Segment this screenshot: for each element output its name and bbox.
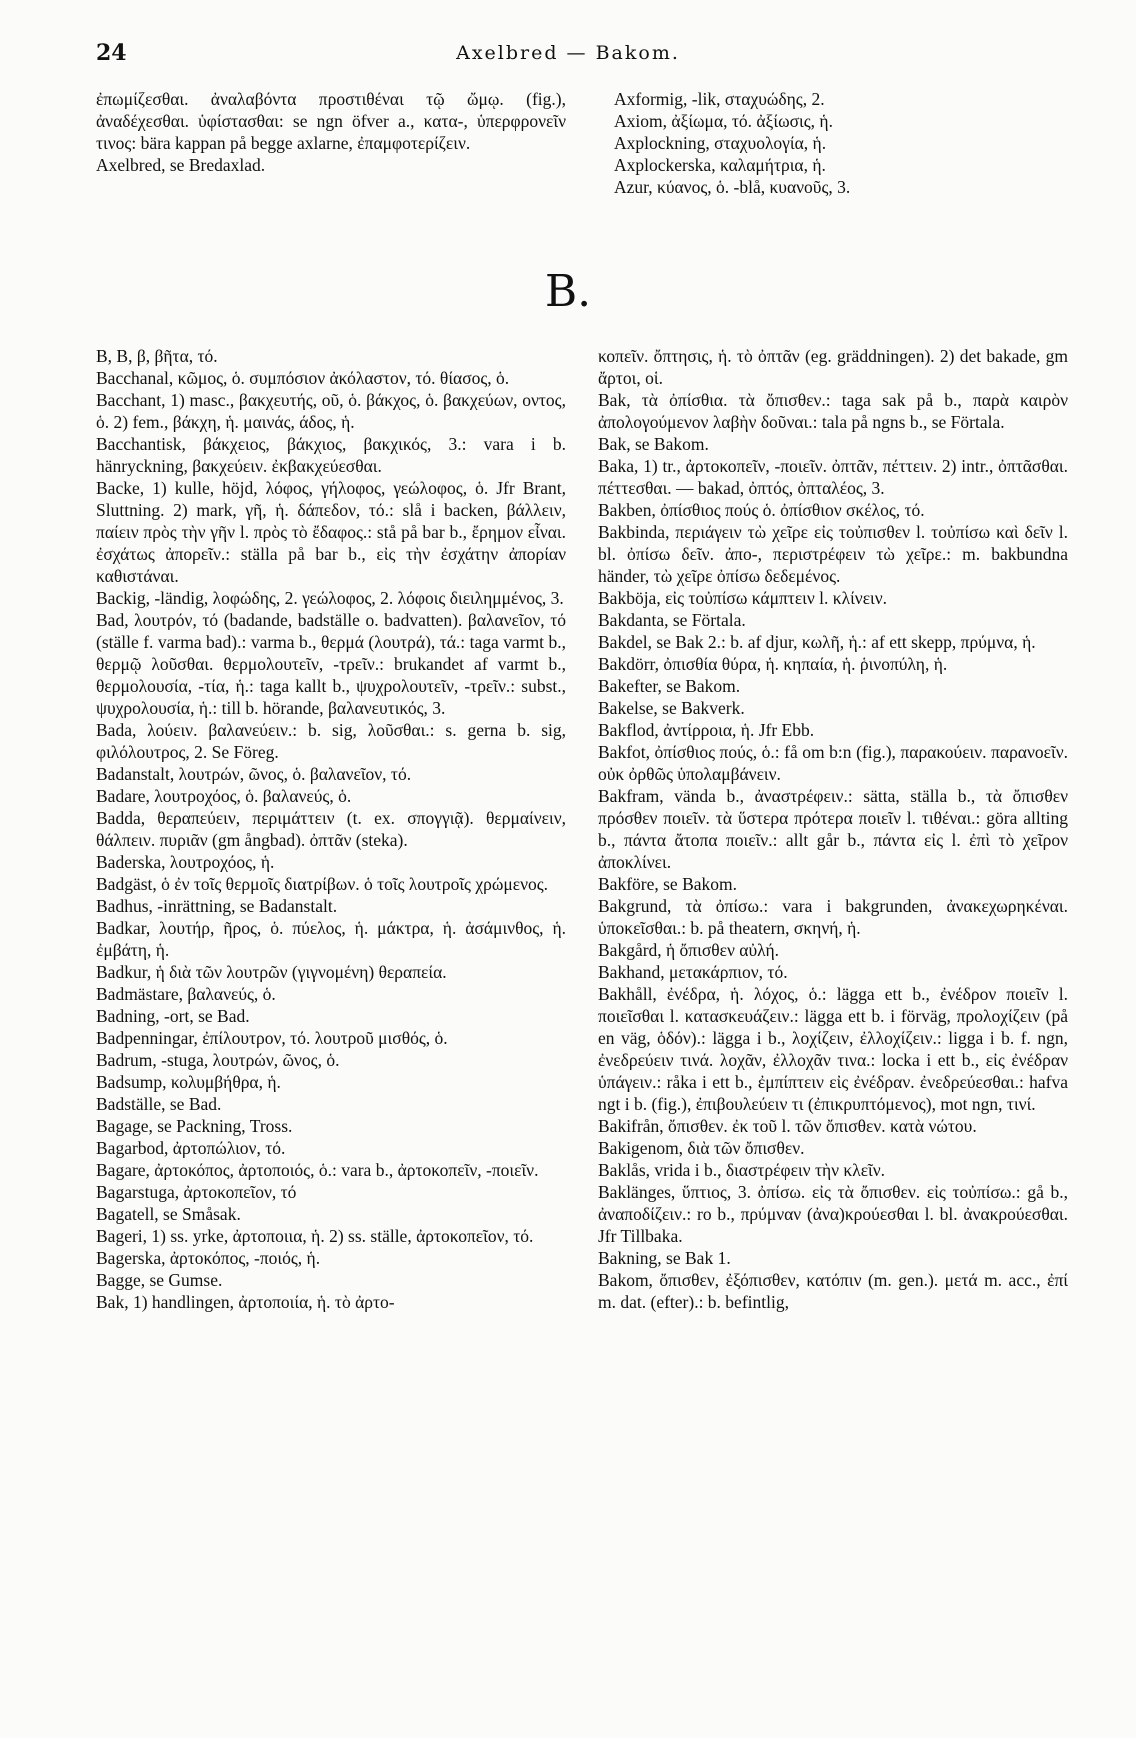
entry: Bakben, ὀπίσθιος πούς ὁ. ὀπίσθιον σκέλος, τό. — [598, 500, 925, 520]
entry: Bakfram, vända b., ἀναστρέφειν.: sätta, ställa b., τὰ ὄπισθεν πρόσθεν ποιεῖν. τὰ ὕστερα πρότερα ποιεῖν l. τιθέναι.: göra allting b., πάντα ἄτοπα ποιεῖν.: allt går b., πάντα εἰς l. ἐπὶ τὸ χεῖρον ἀποκλίνει. — [598, 786, 1068, 872]
entry: Baderska, λουτροχόος, ἡ. — [96, 852, 275, 872]
entry: Bacchant, 1) masc., βακχευτής, οῦ, ὁ. βάκχος, ὁ. βακχεύων, οντος, ὁ. 2) fem., βάκχη, ἡ. μαινάς, άδος, ἡ. — [96, 390, 566, 432]
entry: Bakifrån, ὄπισθεν. ἐκ τοῦ l. τῶν ὄπισθεν. κατὰ νώτου. — [598, 1116, 977, 1136]
entry: Axplockerska, καλαμήτρια, ἡ. — [614, 155, 826, 175]
entry: Bak, se Bakom. — [598, 434, 709, 454]
entry: Bagare, ἀρτοκόπος, ἀρτοποιός, ὁ.: vara b., ἀρτοκοπεῖν, -ποιεῖν. — [96, 1160, 539, 1180]
entry: Badställe, se Bad. — [96, 1094, 222, 1114]
entry: Bakfot, ὀπίσθιος πούς, ὁ.: få om b:n (fig.), παρακούειν. παρανοεῖν. οὐκ ὀρθῶς ὑπολαμβάνειν. — [598, 742, 1068, 784]
right-column — [598, 345, 1068, 1313]
entry: Bakdel, se Bak 2.: b. af djur, κωλῆ, ἡ.: af ett skepp, πρύμνα, ἡ. — [598, 632, 1036, 652]
entry: Baka, 1) tr., ἀρτοκοπεῖν, -ποιεῖν. ὀπτᾶν, πέττειν. 2) intr., ὀπτᾶσθαι. πέττεσθαι. — bakad, ὀπτός, ὀπταλέος, 3. — [598, 456, 1068, 498]
entry: Bagatell, se Småsak. — [96, 1204, 241, 1224]
entry: Backe, 1) kulle, höjd, λόφος, γήλοφος, γεώλοφος, ὁ. Jfr Brant, Sluttning. 2) mark, γῆ, ἡ. δάπεδον, τό.: slå i backen, βάλλειν, παίειν πρὸς τὴν γῆν l. πρὸς τὸ ἔδαφος.: stå på bar b., ἔρημον εἶναι. ἐσχάτως ἀπορεῖν.: ställa på bar b., εἰς τὴν ἐσχάτην ἀπορίαν καθιστάναι. — [96, 478, 566, 586]
page-number: 24 — [96, 40, 127, 66]
entry: Badrum, -stuga, λουτρών, ῶνος, ὁ. — [96, 1050, 340, 1070]
entry: Azur, κύανος, ὁ. -blå, κυανοῦς, 3. — [614, 177, 851, 197]
entry: Badkar, λουτήρ, ῆρος, ὁ. πύελος, ἡ. μάκτρα, ἡ. ἀσάμινθος, ἡ. ἐμβάτη, ἡ. — [96, 918, 566, 960]
entry: Axplockning, σταχυολογία, ἡ. — [614, 133, 827, 153]
entry: Baklänges, ὕπτιος, 3. ὀπίσω. εἰς τὰ ὄπισθεν. εἰς τοὐπίσω.: gå b., ἀναποδίζειν.: ro b., πρύμναν (ἀνα)κρούεσθαι l. bl. ἀνακρούεσθαι. Jfr Tillbaka. — [598, 1182, 1068, 1246]
entry: Bakflod, ἀντίρροια, ἡ. Jfr Ebb. — [598, 720, 815, 740]
entry: Axelbred, se Bredaxlad. — [96, 155, 266, 175]
entry: Bagage, se Packning, Tross. — [96, 1116, 293, 1136]
entry: B, B, β, βῆτα, τό. — [96, 346, 218, 366]
entry: Bakdanta, se Förtala. — [598, 610, 746, 630]
entry: Bagarbod, ἀρτοπώλιον, τό. — [96, 1138, 286, 1158]
entry: Badkur, ἡ διὰ τῶν λουτρῶν (γιγνομένη) θεραπεία. — [96, 962, 447, 982]
entry: Bakgrund, τὰ ὀπίσω.: vara i bakgrunden, ἀνακεχωρηκέναι. ὑποκεῖσθαι.: b. på theatern, σκηνή, ἡ. — [598, 896, 1068, 938]
entry: Bacchanal, κῶμος, ὁ. συμπόσιον ἀκόλαστον, τό. θίασος, ὁ. — [96, 368, 510, 388]
entry: Bakdörr, ὀπισθία θύρα, ἡ. κηπαία, ἡ. ῥινοπύλη, ἡ. — [598, 654, 948, 674]
left-column — [96, 345, 566, 1313]
entry: Backig, -ländig, λοφώδης, 2. γεώλοφος, 2. λόφοις διειλημμένος, 3. — [96, 588, 564, 608]
entry: Bada, λούειν. βαλανεύειν.: b. sig, λοῦσθαι.: s. gerna b. sig, φιλόλουτρος, 2. Se Föreg. — [96, 720, 566, 762]
entry: Axformig, -lik, σταχυώδης, 2. — [614, 89, 825, 109]
top-left-column — [96, 88, 566, 176]
running-header: Axelbred — Bakom. — [456, 42, 680, 64]
entry: Badmästare, βαλανεύς, ὁ. — [96, 984, 276, 1004]
entry: Bad, λουτρόν, τό (badande, badställe o. badvatten). βαλανεῖον, τό (ställe f. varma bad).: varma b., θερμά (λουτρά), τά.: taga varmt b., θερμῷ λοῦσθαι. θερμολουτεῖν, -τρεῖν.: brukandet af varmt b., θερμολουσία, -τία, ἡ.: taga kallt b., ψυχρολουτεῖν, -τρεῖν.: subst., ψυχρολουσία, ἡ.: till b. hörande, βαλανευτικός, 3. — [96, 610, 566, 718]
entry: Bakning, se Bak 1. — [598, 1248, 731, 1268]
entry: Bak, τὰ ὀπίσθια. τὰ ὄπισθεν.: taga sak på b., παρὰ καιρὸν ἀπολογούμενον λαβὴν δοῦναι.: tala på ngns b., se Förtala. — [598, 390, 1068, 432]
entry: Bakböja, εἰς τοὐπίσω κάμπτειν l. κλίνειν. — [598, 588, 888, 608]
entry: Bagge, se Gumse. — [96, 1270, 223, 1290]
entry: Badsump, κολυμβήθρα, ἡ. — [96, 1072, 281, 1092]
entry: κοπεῖν. ὄπτησις, ἡ. τὸ ὀπτᾶν (eg. gräddningen). 2) det bakade, gm ἄρτοι, οἱ. — [598, 346, 1068, 388]
entry: Bakefter, se Bakom. — [598, 676, 741, 696]
entry: ἐπωμίζεσθαι. ἀναλαβόντα προστιθέναι τῷ ὤμῳ. (fig.), ἀναδέχεσθαι. ὑφίστασθαι: se ngn öfver a., κατα-, ὑπερφρονεῖν τινος: bära kappan på begge axlarne, ἐπαμφοτερίζειν. — [96, 89, 566, 153]
entry: Bakhand, μετακάρπιον, τό. — [598, 962, 788, 982]
top-right-column — [614, 88, 1054, 198]
entry: Bakföre, se Bakom. — [598, 874, 737, 894]
entry: Baklås, vrida i b., διαστρέφειν τὴν κλεῖν. — [598, 1160, 886, 1180]
entry: Badgäst, ὁ ἐν τοῖς θερμοῖς διατρίβων. ὁ τοῖς λουτροῖς χρώμενος. — [96, 874, 549, 894]
entry: Bakbinda, περιάγειν τὼ χεῖρε εἰς τοὐπισθεν l. τοὐπίσω καὶ δεῖν l. bl. ὀπίσω δεῖν. ἀπο-, περιστρέφειν τὼ χεῖρε.: m. bakbundna händer, τὼ χεῖρε ὀπίσω δεδεμένος. — [598, 522, 1068, 586]
entry: Bak, 1) handlingen, ἀρτοποιία, ἡ. τὸ ἀρτο- — [96, 1292, 395, 1312]
entry: Bageri, 1) ss. yrke, ἀρτοποιια, ἡ. 2) ss. ställe, ἀρτοκοπεῖον, τό. — [96, 1226, 534, 1246]
entry: Badhus, -inrättning, se Badanstalt. — [96, 896, 338, 916]
entry: Badare, λουτροχόος, ὁ. βαλανεύς, ὁ. — [96, 786, 352, 806]
entry: Badda, θεραπεύειν, περιμάττειν (t. ex. σπογγιᾷ). θερμαίνειν, θάλπειν. πυριᾶν (gm ångbad). ὀπτᾶν (steka). — [96, 808, 566, 850]
entry: Bakelse, se Bakverk. — [598, 698, 745, 718]
entry: Bakhåll, ἐνέδρα, ἡ. λόχος, ὁ.: lägga ett b., ἐνέδρον ποιεῖν l. ποιεῖσθαι l. κατασκευάζειν.: lägga ett b. i förväg, προλοχίζειν (på en väg, ὁδόν).: lägga i b., λοχίζειν, ἐλλοχίζειν.: ligga i b. f. ngn, ἐνεδρεύειν τινά. λοχᾶν, ἐλλοχᾶν τινα.: locka i ett b., εἰς ἐνέδραν ὑπάγειν.: råka i ett b., ἐμπίπτειν εἰς ἐνέδραν. ἐνεδρεύεσθαι.: hafva ngt i b. (fig.), ἐπιβουλεύειν τι (ἐπικρυπτόμενος), mot ngn, τινί. — [598, 984, 1068, 1114]
entry: Bakgård, ἡ ὄπισθεν αὐλή. — [598, 940, 779, 960]
section-letter-heading: B. — [544, 266, 592, 317]
entry: Bagarstuga, ἀρτοκοπεῖον, τό — [96, 1182, 297, 1202]
entry: Bakom, ὄπισθεν, ἐξόπισθεν, κατόπιν (m. gen.). μετά m. acc., ἐπί m. dat. (efter).: b. befintlig, — [598, 1270, 1068, 1312]
entry: Bakigenom, διὰ τῶν ὄπισθεν. — [598, 1138, 805, 1158]
entry: Badpenningar, ἐπίλουτρον, τό. λουτροῦ μισθός, ὁ. — [96, 1028, 448, 1048]
entry: Badning, -ort, se Bad. — [96, 1006, 250, 1026]
entry: Axiom, ἀξίωμα, τό. ἀξίωσις, ἡ. — [614, 111, 833, 131]
entry: Badanstalt, λουτρών, ῶνος, ὁ. βαλανεῖον, τό. — [96, 764, 412, 784]
entry: Bagerska, ἀρτοκόπος, -ποιός, ἡ. — [96, 1248, 321, 1268]
entry: Bacchantisk, βάκχειος, βάκχιος, βακχικός, 3.: vara i b. hänryckning, βακχεύειν. ἐκβακχεύεσθαι. — [96, 434, 566, 476]
